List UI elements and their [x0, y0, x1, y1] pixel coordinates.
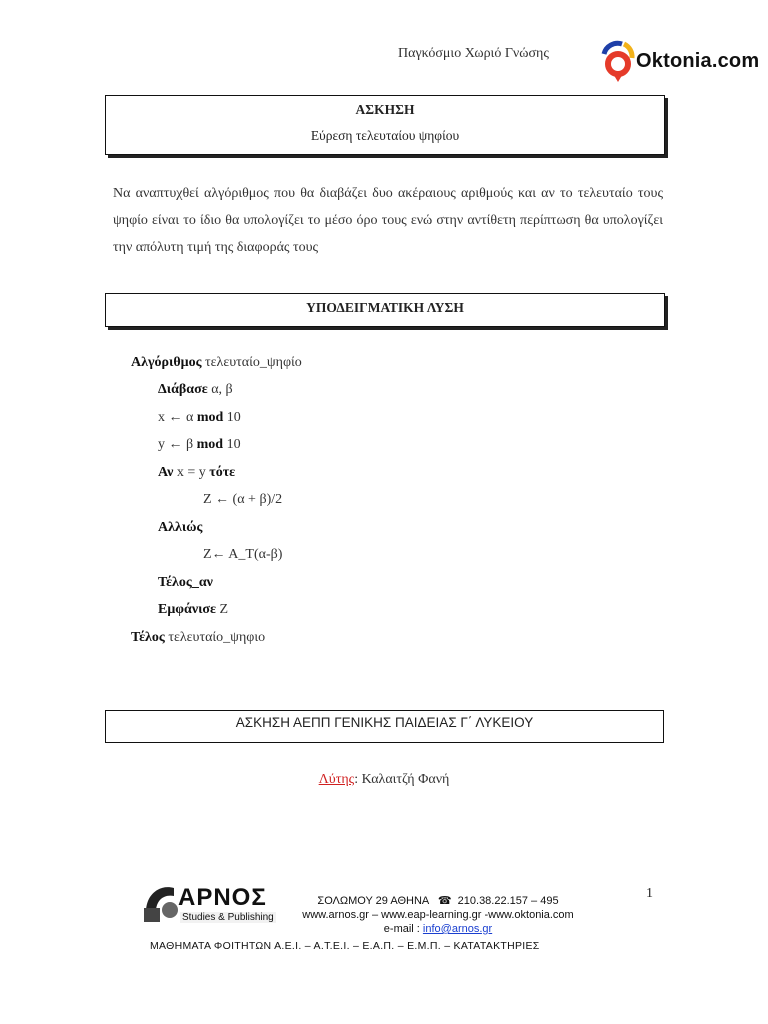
algorithm-name: τελευταίο_ψηφίο	[201, 355, 302, 370]
algorithm-line-x	[158, 410, 241, 426]
algorithm-end-name: τελευταίο_ψηφιο	[164, 630, 266, 645]
algorithm-line-if	[158, 465, 235, 481]
arnos-logo-name: ΑΡΝΟΣ	[178, 884, 267, 911]
mod-value: 10	[223, 410, 241, 425]
oktonia-logo-icon	[598, 40, 638, 84]
algorithm-line-else	[158, 520, 202, 536]
course-title-box	[105, 710, 664, 743]
keyword-mod: mod	[196, 410, 224, 425]
algorithm-line-print	[158, 602, 228, 618]
keyword-end: Τέλος	[131, 630, 165, 645]
footer-phone: 210.38.22.157 – 495	[457, 895, 559, 907]
read-vars: α, β	[207, 382, 233, 397]
algorithm-line-header	[131, 355, 302, 371]
oktonia-logo	[598, 40, 768, 84]
algorithm-line-read	[158, 382, 233, 398]
print-var: Z	[216, 602, 229, 617]
header-tagline: Παγκόσμιο Χωριό Γνώσης	[398, 46, 549, 61]
exercise-description: Να αναπτυχθεί αλγόριθμος που θα διαβάζει δυο ακέραιους αριθμούς και αν το τελευταίο τους ψηφίο είναι το ίδιο θα υπολογίζει το μέσο όρο τους ενώ στην αντίθετη περίπτωση θα υπολογίζει την απόλυτη τιμή της διαφοράς τους	[113, 186, 663, 255]
keyword-then: τότε	[209, 465, 236, 480]
arnos-logo	[142, 882, 282, 926]
exercise-subtitle: Εύρεση τελευταίου ψηφίου	[310, 128, 460, 143]
arnos-logo-icon	[142, 882, 182, 926]
keyword-endif: Τέλος_αν	[158, 575, 213, 590]
page-number: 1	[646, 886, 653, 901]
footer-address-line	[288, 894, 588, 908]
assign-y: y ← β	[158, 437, 197, 452]
solver-line	[0, 772, 768, 788]
algorithm-line-abs: Z← A_T(α-β)	[203, 547, 283, 562]
algorithm-line-end	[131, 630, 265, 646]
footer-address: ΣΟΛΩΜΟΥ 29 ΑΘΗΝΑ	[317, 895, 429, 907]
footer-courses: ΜΑΘΗΜΑΤΑ ΦΟΙΤΗΤΩΝ Α.Ε.Ι. – Α.Τ.Ε.Ι. – Ε.Α.Π. – Ε.Μ.Π. – ΚΑΤΑΤΑΚΤΗΡΙΕΣ	[150, 940, 540, 952]
keyword-if: Αν	[158, 465, 174, 480]
footer-email-label: e-mail :	[383, 923, 423, 935]
solver-label[interactable]: Λύτης	[318, 772, 355, 787]
solution-title: ΥΠΟΔΕΙΓΜΑΤΙΚΗ ΛΥΣΗ	[306, 300, 464, 315]
footer-email-link[interactable]: info@arnos.gr	[422, 923, 493, 935]
footer-contact	[288, 894, 588, 936]
course-title: ΑΣΚΗΣΗ ΑΕΠΠ ΓΕΝΙΚΗΣ ΠΑΙΔΕΙΑΣ Γ΄ ΛΥΚΕΙΟΥ	[235, 715, 534, 730]
footer-websites[interactable]: www.arnos.gr – www.eap-learning.gr -www.oktonia.com	[302, 909, 574, 921]
footer-email-line	[288, 922, 588, 936]
keyword-else: Αλλιώς	[158, 520, 203, 535]
solver-name: : Καλαιτζή Φανή	[354, 772, 450, 787]
assign-x: x ← α	[158, 410, 197, 425]
keyword-mod: mod	[196, 437, 224, 452]
keyword-print: Εμφάνισε	[158, 602, 217, 617]
keyword-algorithm: Αλγόριθμος	[131, 355, 202, 370]
algorithm-line-y	[158, 437, 241, 453]
oktonia-logo-text: Oktonia.com	[636, 50, 760, 72]
mod-value: 10	[223, 437, 241, 452]
algorithm-line-endif	[158, 575, 213, 591]
exercise-title-box	[105, 95, 665, 155]
arnos-logo-sub: Studies & Publishing	[182, 912, 274, 923]
exercise-title: ΑΣΚΗΣΗ	[355, 102, 415, 117]
algorithm-line-average: Z ← (α + β)/2	[203, 492, 283, 507]
condition: x = y	[173, 465, 210, 480]
phone-icon: ☎	[437, 895, 452, 907]
solution-title-box	[105, 293, 665, 327]
keyword-read: Διάβασε	[158, 382, 208, 397]
